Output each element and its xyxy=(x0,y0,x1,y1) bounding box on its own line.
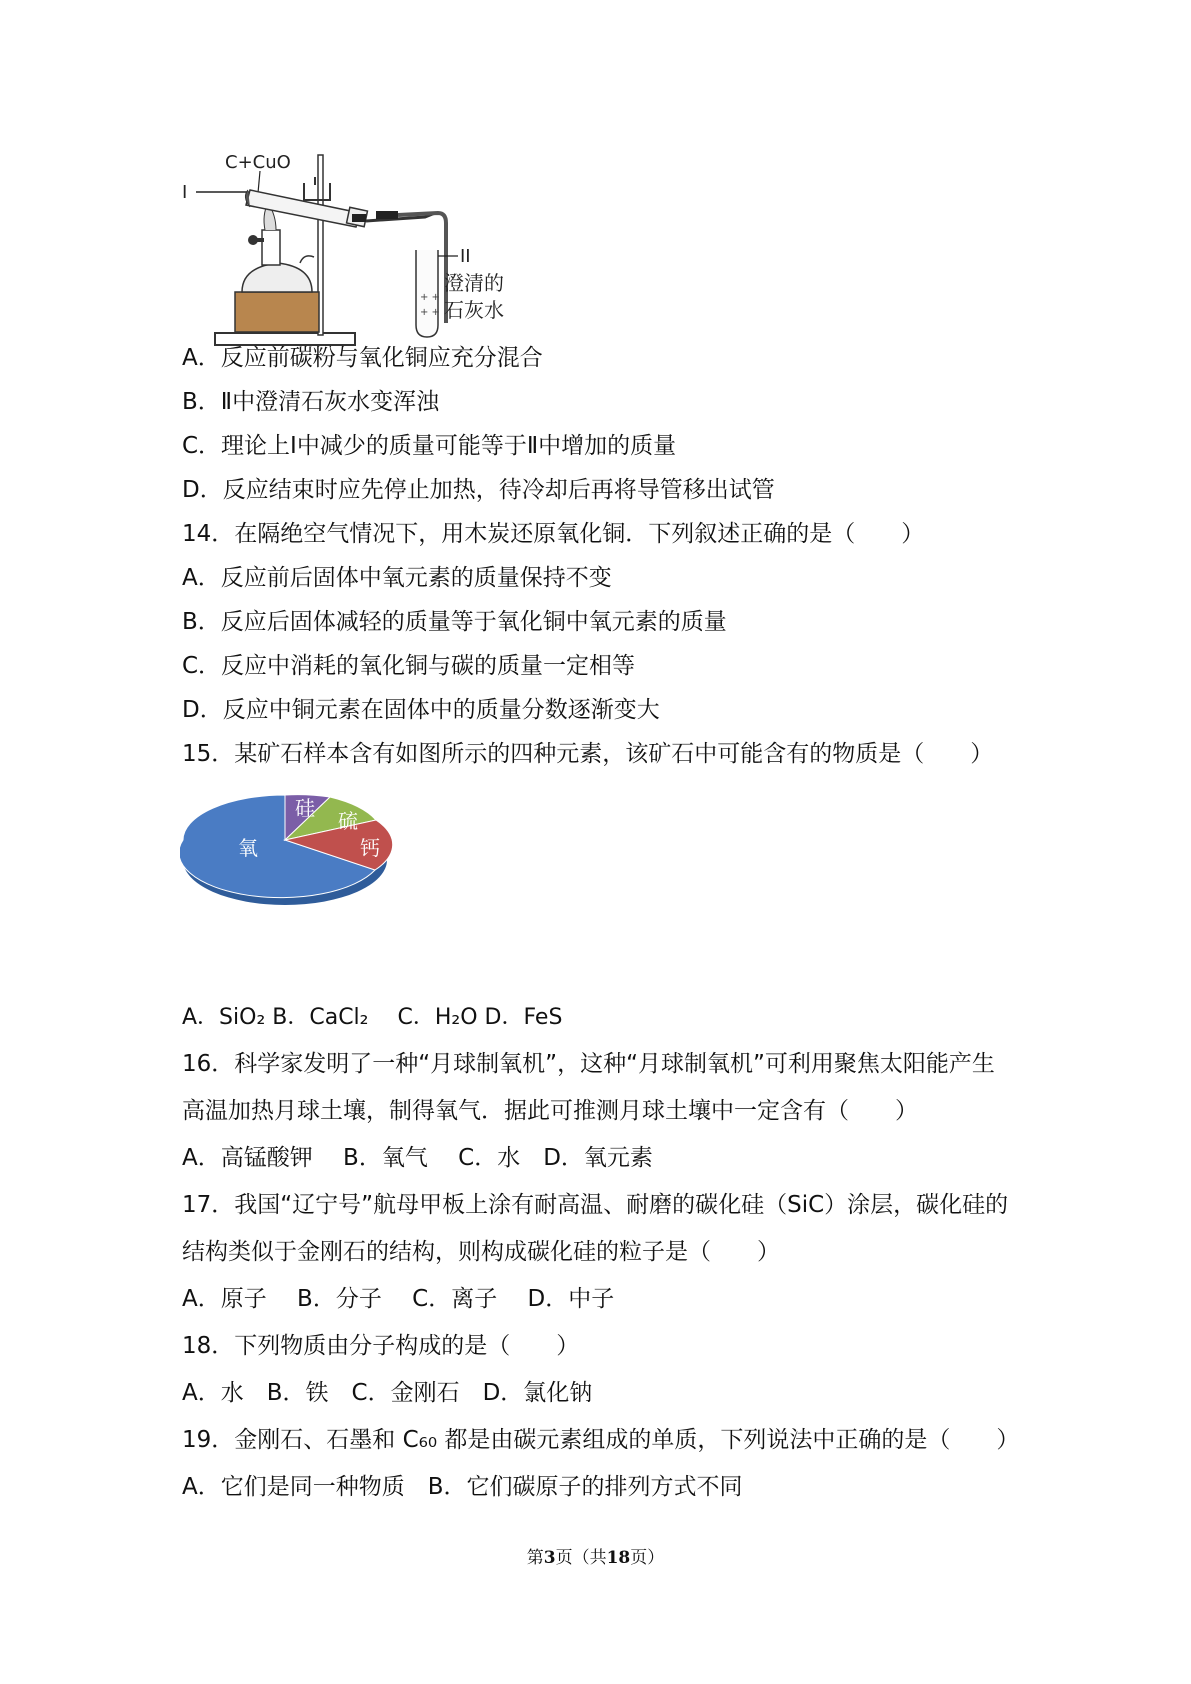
q14-option-d: D．反应中铜元素在固体中的质量分数逐渐变大 xyxy=(182,697,660,723)
q14-option-b: B．反应后固体减轻的质量等于氧化铜中氧元素的质量 xyxy=(182,609,727,635)
q13-option-a: A．反应前碳粉与氧化铜应充分混合 xyxy=(182,345,543,371)
footer-page-number: 3 xyxy=(543,1548,556,1568)
q17-stem-line-2: 结构类似于金刚石的结构，则构成碳化硅的粒子是（ ） xyxy=(182,1239,780,1265)
q16-stem-line-1: 16．科学家发明了一种“月球制氧机”，这种“月球制氧机”可利用聚焦太阳能产生 xyxy=(182,1051,995,1077)
q16-options: A．高锰酸钾 B．氧气 C．水 D．氧元素 xyxy=(182,1145,653,1171)
svg-text:+ +: + + xyxy=(420,307,440,318)
q19-options: A．它们是同一种物质 B．它们碳原子的排列方式不同 xyxy=(182,1474,743,1500)
q14-stem: 14．在隔绝空气情况下，用木炭还原氧化铜．下列叙述正确的是（ ） xyxy=(182,521,925,547)
footer-prefix: 第 xyxy=(526,1548,544,1568)
element-pie-chart xyxy=(180,780,410,910)
q19-stem: 19．金刚石、石墨和 C₆₀ 都是由碳元素组成的单质，下列说法中正确的是（ ） xyxy=(182,1427,1020,1453)
q18-stem: 18．下列物质由分子构成的是（ ） xyxy=(182,1333,580,1359)
footer-suffix: 页） xyxy=(630,1548,665,1568)
q17-options: A．原子 B．分子 C．离子 D．中子 xyxy=(182,1286,615,1312)
q13-option-b: B．Ⅱ中澄清石灰水变浑浊 xyxy=(182,389,440,415)
pie-label-silicon: 硅 xyxy=(295,796,315,820)
svg-text:+ +: + + xyxy=(420,292,440,303)
footer-middle: 页（共 xyxy=(555,1548,607,1568)
solution-label-2: 石灰水 xyxy=(444,298,504,322)
apparatus-figure xyxy=(180,145,580,360)
q15-options: A．SiO₂ B．CaCl₂ C．H₂O D．FeS xyxy=(182,1005,563,1030)
page-footer xyxy=(0,1543,1191,1568)
q14-option-c: C．反应中消耗的氧化铜与碳的质量一定相等 xyxy=(182,653,636,679)
pie-label-calcium: 钙 xyxy=(360,836,380,860)
pie-label-sulfur: 硫 xyxy=(338,809,358,833)
q13-option-d: D．反应结束时应先停止加热，待冷却后再将导管移出试管 xyxy=(182,477,775,503)
footer-total-pages: 18 xyxy=(606,1548,631,1568)
q14-option-a: A．反应前后固体中氧元素的质量保持不变 xyxy=(182,565,612,591)
q13-option-c: C．理论上Ⅰ中减少的质量可能等于Ⅱ中增加的质量 xyxy=(182,433,677,459)
label-I: I xyxy=(182,182,188,203)
q16-stem-line-2: 高温加热月球土壤，制得氧气．据此可推测月球土壤中一定含有（ ） xyxy=(182,1098,918,1124)
q15-stem: 15．某矿石样本含有如图所示的四种元素，该矿石中可能含有的物质是（ ） xyxy=(182,741,994,767)
solution-label-1: 澄清的 xyxy=(444,271,504,295)
q17-stem-line-1: 17．我国“辽宁号”航母甲板上涂有耐高温、耐磨的碳化硅（SiC）涂层，碳化硅的 xyxy=(182,1192,1009,1218)
pie-label-oxygen: 氧 xyxy=(238,836,258,860)
reactant-label: C+CuO xyxy=(225,152,291,173)
q18-options: A．水 B．铁 C．金刚石 D．氯化钠 xyxy=(182,1380,593,1406)
label-II: II xyxy=(460,246,471,267)
